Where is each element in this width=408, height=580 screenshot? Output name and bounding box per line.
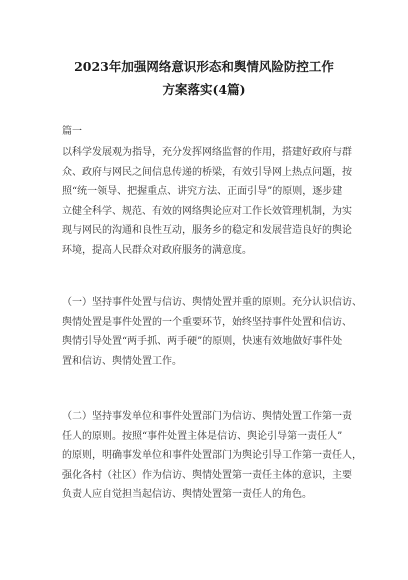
paragraph-line: 任人的原则。按照“事件处置主体是信访、舆论引导第一责任人” (62, 430, 343, 442)
paragraph-line: （二）坚持事发单位和事件处置部门为信访、舆情处置工作第一责 (62, 411, 352, 422)
paragraph-line: 舆情处置是事件处置的一个重要环节，始终坚持事件处置和信访、 (62, 316, 352, 328)
paragraph-line: 现与网民的沟通和良性互动，服务乡的稳定和发展营造良好的舆论 (62, 225, 352, 237)
paragraph-line: 环境，提高人民群众对政府服务的满意度。 (62, 244, 252, 256)
paragraph-line: 的原则，明确事发单位和事件处置部门为舆论引导工作第一责任人， (62, 450, 362, 462)
paragraph-line: 强化各村（社区）作为信访、舆情处置第一责任主体的意识，主要 (62, 469, 352, 481)
document-subtitle: 方案落实(4篇) (162, 82, 246, 97)
paragraph-line: 负责人应自觉担当起信访、舆情处置第一责任人的角色。 (62, 489, 312, 501)
paragraph-2 (62, 293, 362, 371)
paragraph-3 (62, 407, 362, 505)
paragraph-line: 照“统一领导、把握重点、讲究方法、正面引导”的原则，逐步建 (62, 186, 343, 198)
paragraph-line: 立健全科学、规范、有效的网络舆论应对工作长效管理机制，为实 (62, 205, 352, 217)
paragraph-line: 舆情引导处置“两手抓、两手硬”的原则，快速有效地做好事件处 (62, 336, 343, 348)
paragraph-line: （一）坚持事件处置与信访、舆情处置并重的原则。充分认识信访、 (62, 297, 362, 308)
section-label: 篇一 (62, 126, 82, 137)
paragraph-1 (62, 143, 362, 261)
paragraph-line: 以科学发展观为指导，充分发挥网络监督的作用，搭建好政府与群 (62, 147, 352, 158)
document-title: 2023年加强网络意识形态和舆情风险防控工作 (74, 59, 334, 74)
paragraph-line: 众、政府与网民之间信息传递的桥梁，有效引导网上热点问题，按 (62, 166, 352, 178)
paragraph-line: 置和信访、舆情处置工作。 (62, 355, 182, 367)
